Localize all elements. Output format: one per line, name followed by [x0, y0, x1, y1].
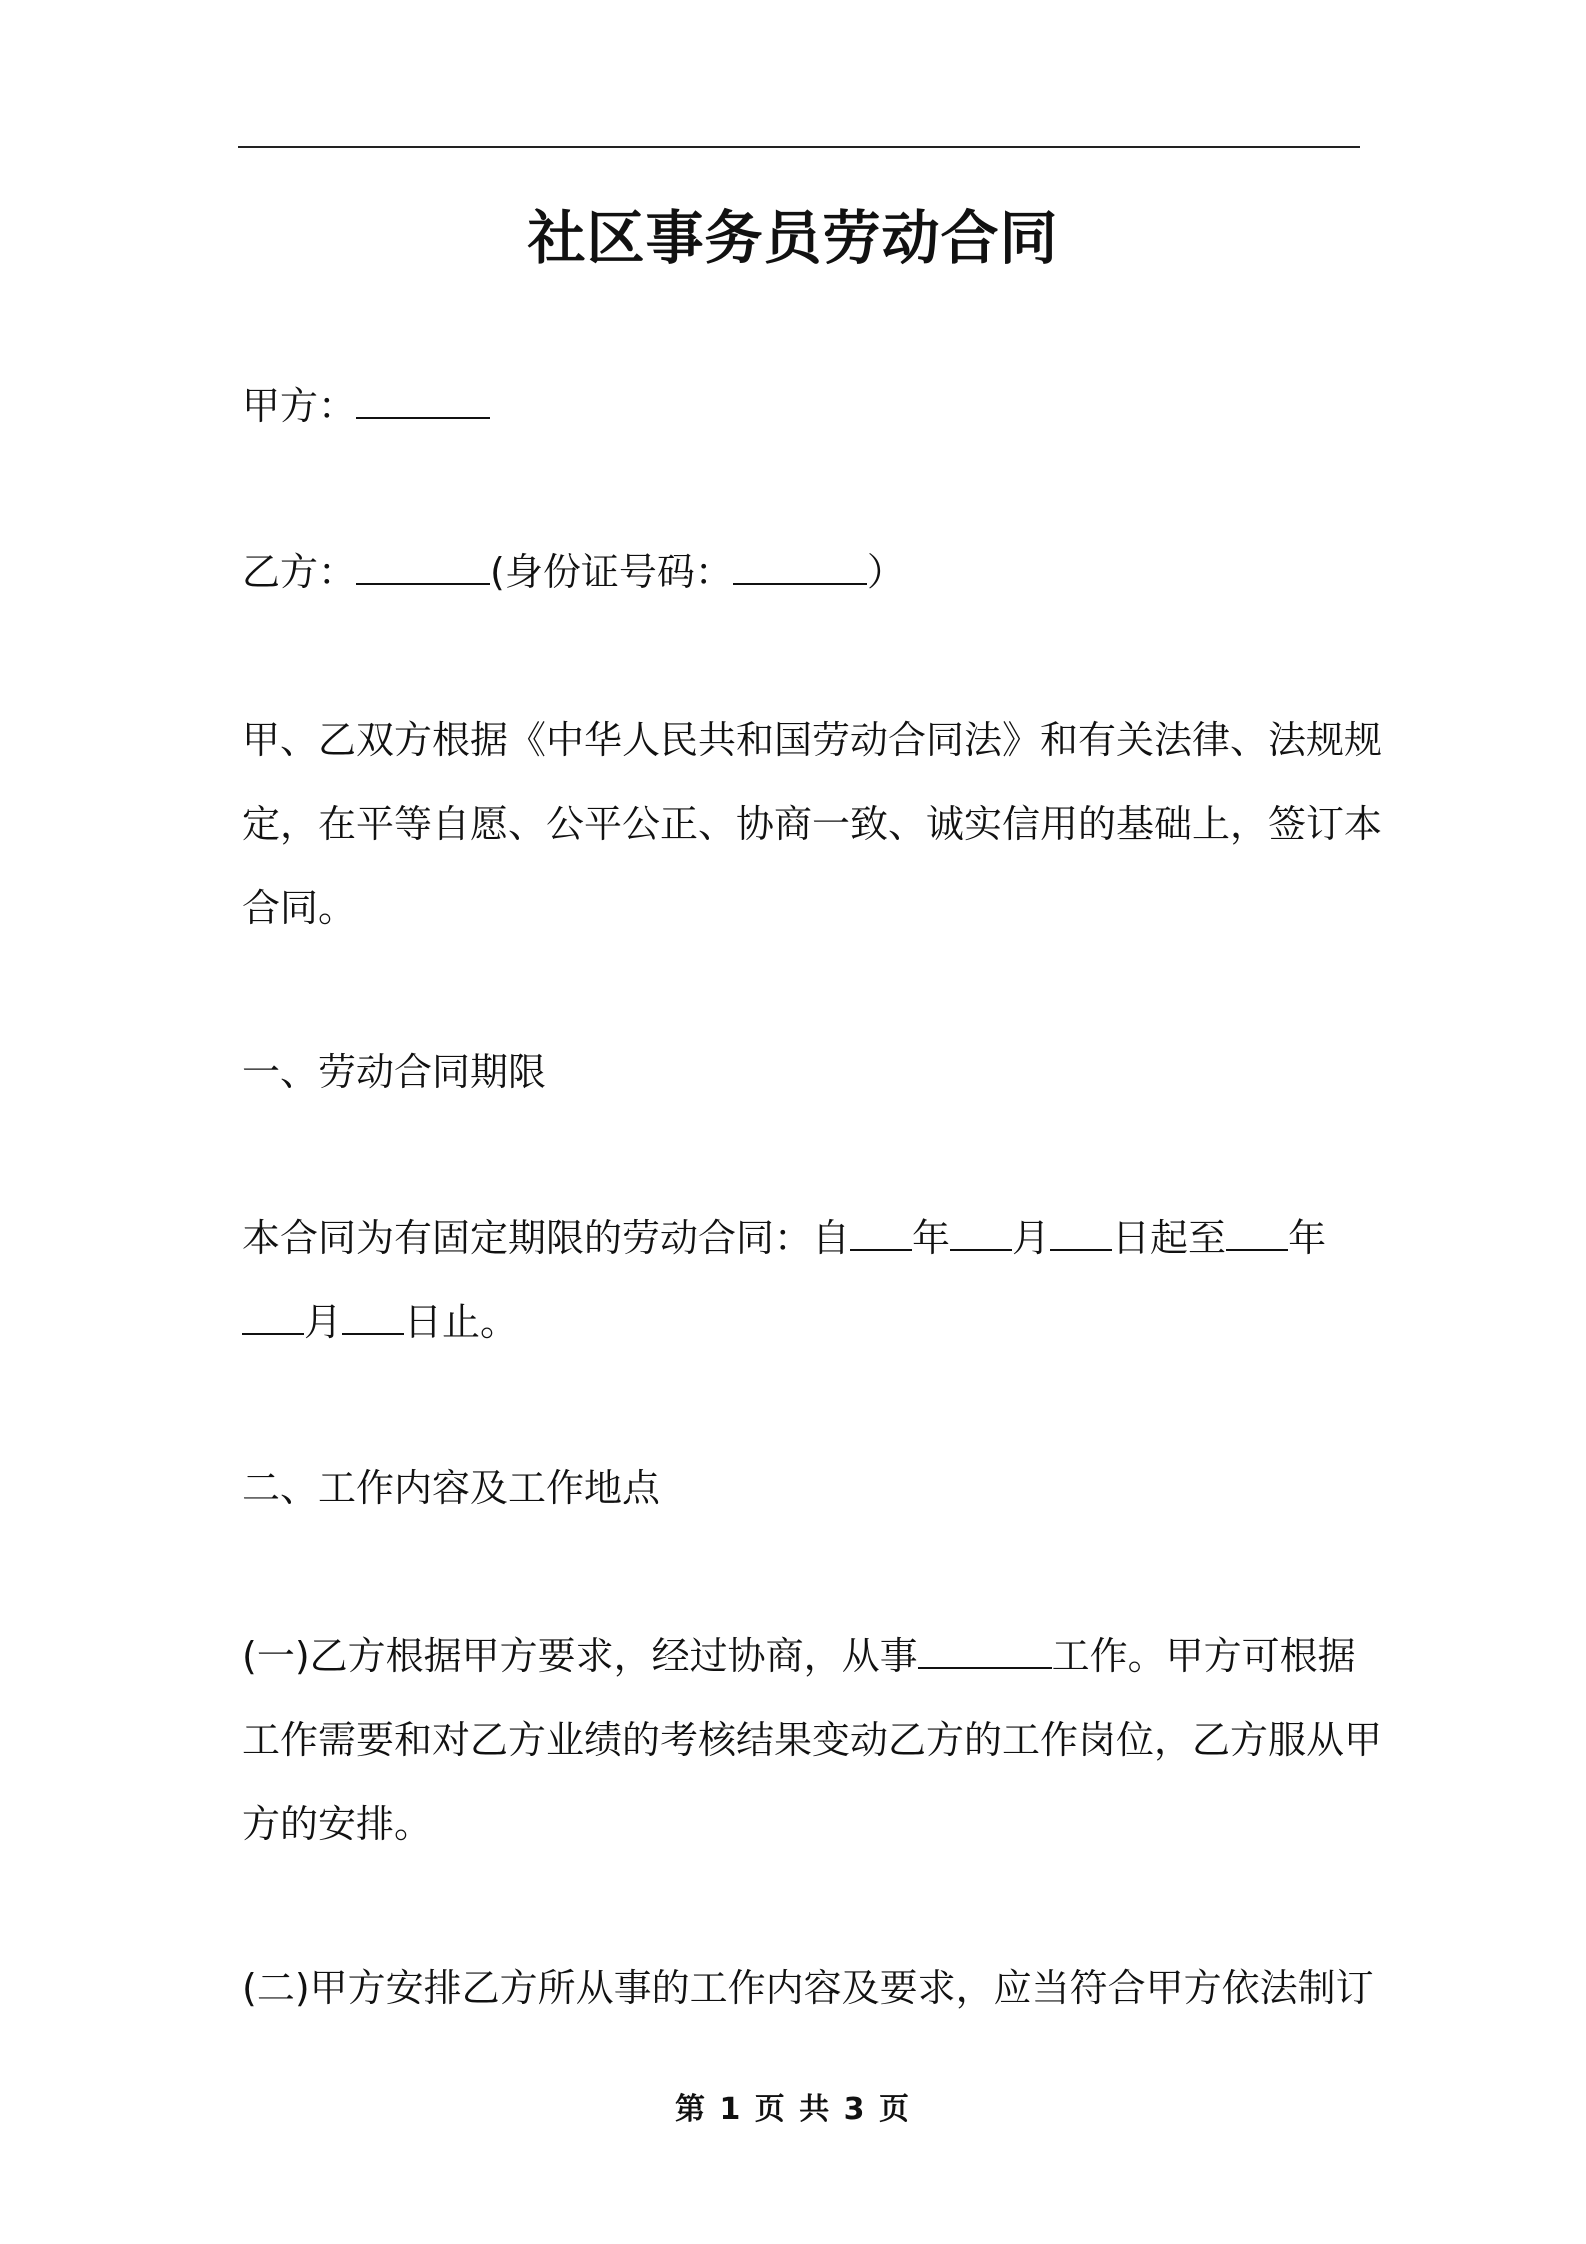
end-year-blank: [1226, 1213, 1288, 1251]
contract-term-line-2: [242, 1280, 1358, 1364]
item-1-tail: 工作。甲方可根据: [1051, 1634, 1356, 1678]
preamble-line-1: 甲、乙双方根据《中华人民共和国劳动合同法》和有关法律、法规规: [242, 718, 1383, 762]
start-day-label: 日起至: [1112, 1216, 1227, 1260]
contract-term-paragraph: [242, 1196, 1358, 1364]
item-1-line-3: 方的安排。: [242, 1802, 433, 1846]
page-number: 第 1 页 共 3 页: [675, 2092, 911, 2127]
party-a-blank: [356, 381, 490, 419]
start-month-label: 月: [1012, 1216, 1051, 1260]
party-b-blank: [356, 547, 490, 585]
start-day-blank: [1050, 1213, 1112, 1251]
item-1-lead: (一)乙方根据甲方要求，经过协商，从事: [242, 1634, 918, 1678]
party-b-line: [242, 530, 1358, 614]
party-b-id-blank: [733, 547, 867, 585]
preamble-paragraph: [242, 698, 1383, 950]
job-title-blank: [918, 1631, 1052, 1669]
term-lead: 本合同为有固定期限的劳动合同：自: [242, 1216, 851, 1260]
preamble-line-2: 定，在平等自愿、公平公正、协商一致、诚实信用的基础上，签订本: [242, 802, 1383, 846]
item-1-line-1: [242, 1614, 1358, 1698]
start-year-label: 年: [912, 1216, 951, 1260]
party-a-line: [242, 364, 1358, 448]
party-b-label: 乙方：: [242, 550, 357, 594]
party-b-id-close: ）: [866, 550, 905, 594]
section-1-heading: 一、劳动合同期限: [242, 1050, 547, 1094]
end-day-label: 日止。: [404, 1300, 519, 1344]
preamble-line-3: 合同。: [242, 886, 357, 930]
section-2-item-2: (二)甲方安排乙方所从事的工作内容及要求，应当符合甲方依法制订: [242, 1966, 1374, 2010]
end-month-label: 月: [304, 1300, 343, 1344]
header-rule: [238, 146, 1360, 148]
party-a-label: 甲方：: [242, 384, 357, 428]
document-title: 社区事务员劳动合同: [527, 204, 1059, 272]
section-2-heading: 二、工作内容及工作地点: [242, 1466, 661, 1510]
end-month-blank: [242, 1297, 304, 1335]
start-month-blank: [950, 1213, 1012, 1251]
item-1-line-2: 工作需要和对乙方业绩的考核结果变动乙方的工作岗位，乙方服从甲: [242, 1718, 1383, 1762]
section-2-item-1: [242, 1614, 1383, 1866]
contract-term-line-1: [242, 1196, 1358, 1280]
end-day-blank: [342, 1297, 404, 1335]
end-year-label: 年: [1288, 1216, 1327, 1260]
party-b-id-label: (身份证号码：: [490, 550, 733, 594]
start-year-blank: [850, 1213, 912, 1251]
